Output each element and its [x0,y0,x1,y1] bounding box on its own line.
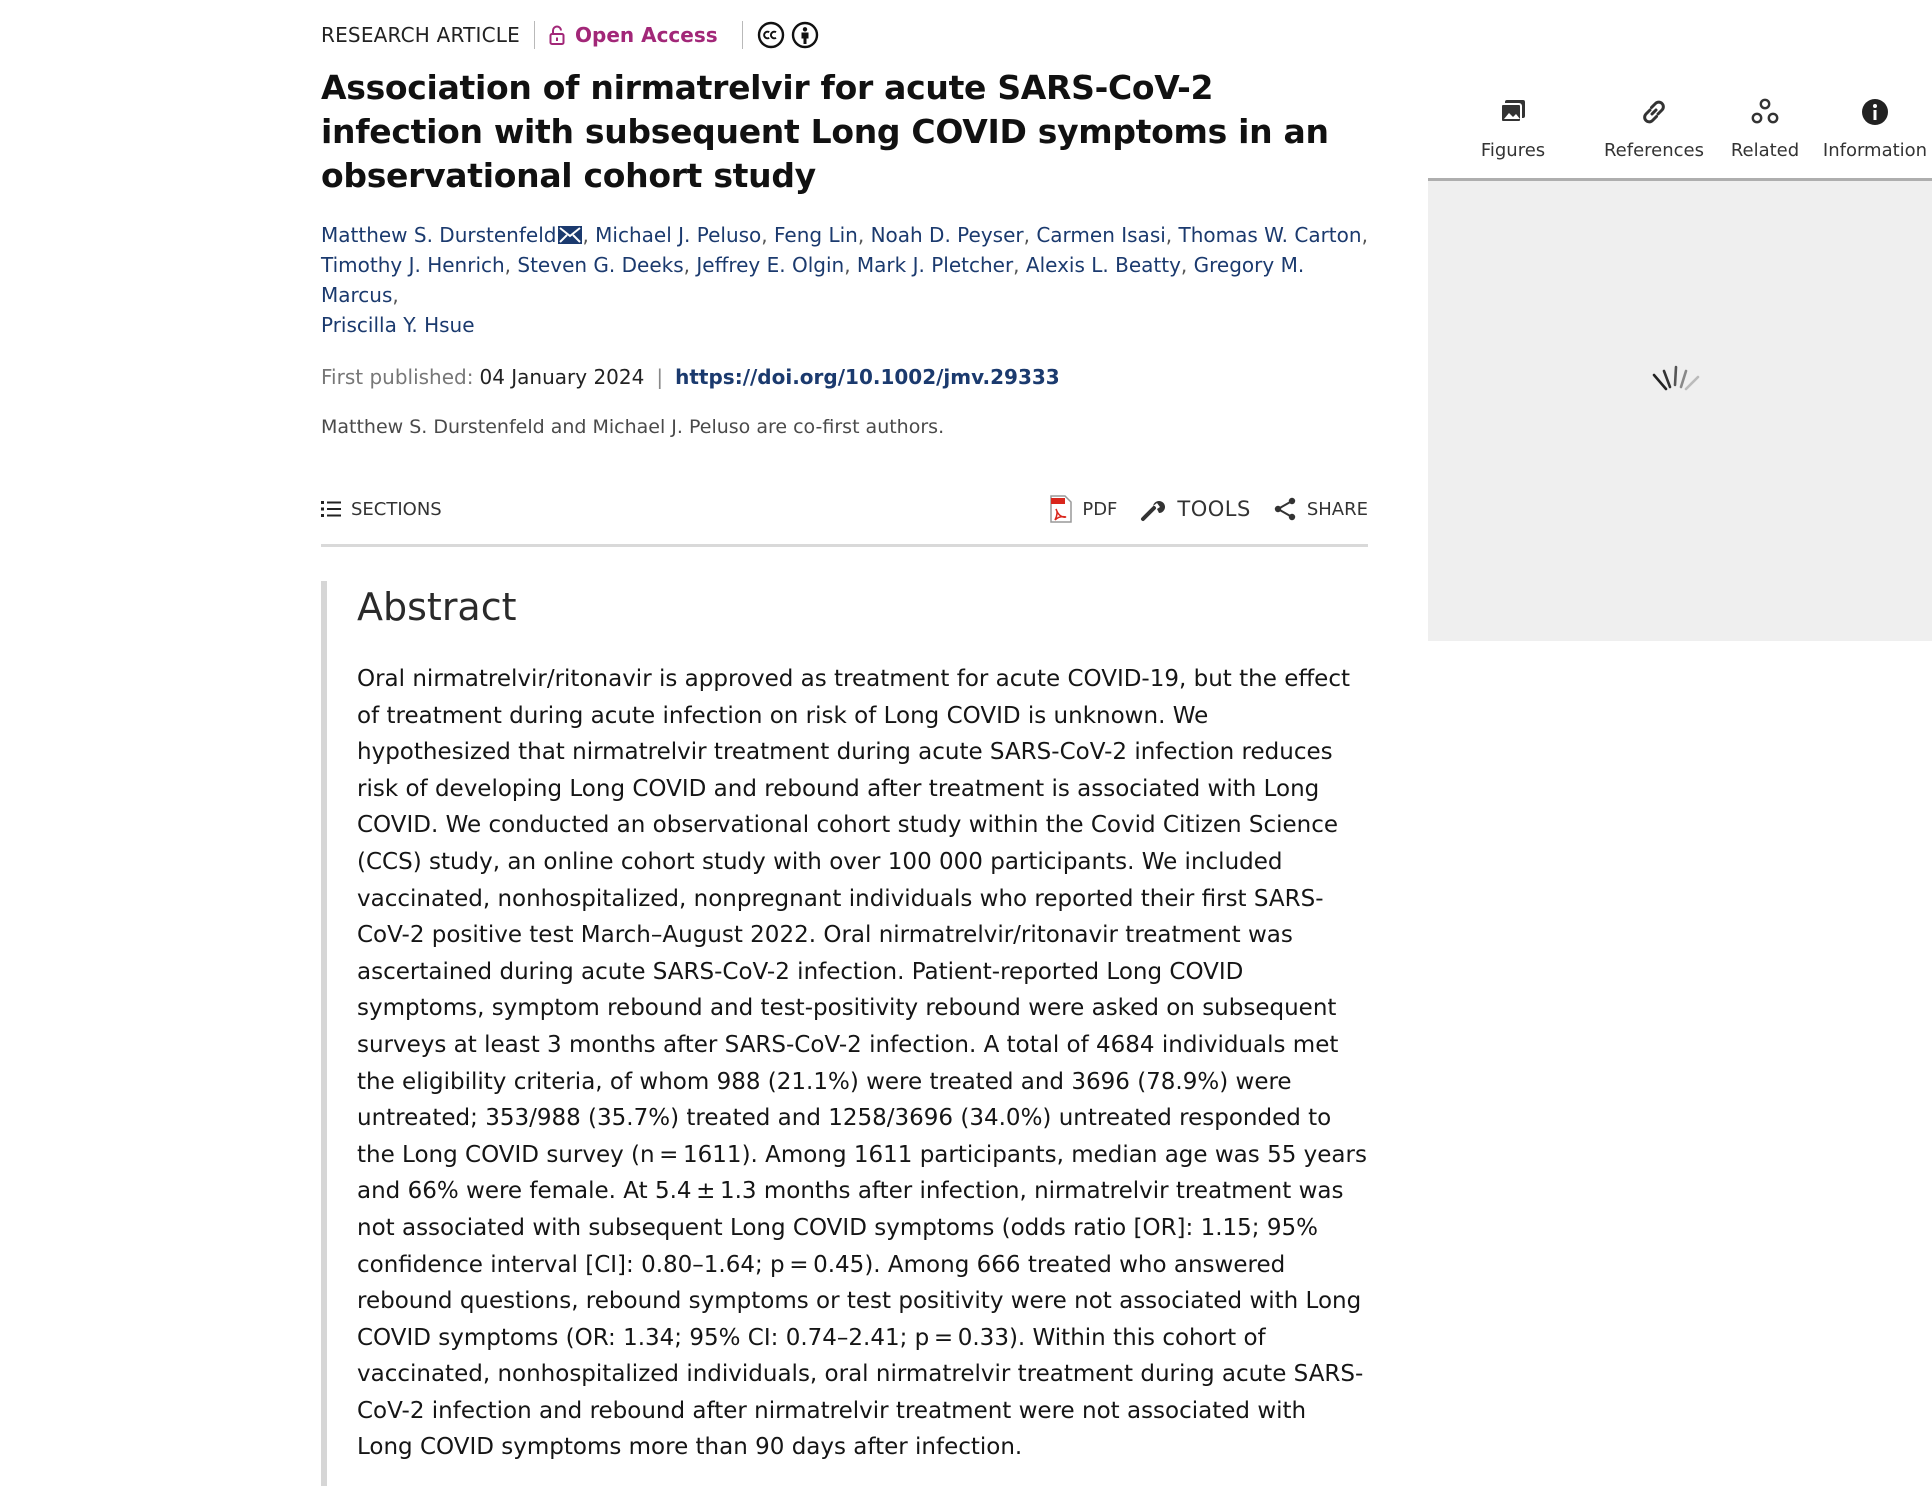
author-link[interactable]: Matthew S. Durstenfeld [321,223,557,247]
tab-references[interactable] [1598,90,1710,178]
separator: , [1023,223,1037,247]
article-title: Association of nirmatrelvir for acute SARS-CoV-2 infection with subsequent Long COVID symptoms in an observational cohort study [321,68,1329,195]
list-icon [321,500,341,518]
pdf-label: PDF [1082,498,1118,520]
tools-label: TOOLS [1177,497,1251,521]
separator: , [844,253,857,277]
author-link[interactable]: Noah D. Peyser [870,223,1024,247]
author-list [321,220,1368,340]
pdf-button[interactable] [1050,495,1117,523]
author-link[interactable]: Jeffrey E. Olgin [696,253,845,277]
link-icon [1638,96,1670,128]
email-icon[interactable] [558,226,582,244]
author-link[interactable]: Carmen Isasi [1036,223,1166,247]
author-link[interactable]: Steven G. Deeks [517,253,684,277]
abstract-text: Oral nirmatrelvir/ritonavir is approved as treatment for acute COVID-19, but the effect of treatment during acute infection on risk of Long COVID is unknown. We hypothesized that nirmatrelvir treatment during acute SARS-CoV-2 infection reduces risk of developing Long COVID and rebound after treatment is associated with Long COVID. We conducted an observational cohort study within the Covid Citizen Science (CCS) study, an online cohort study with over 100 000 participants. We included vaccinated, nonhospitalized, nonpregnant individuals who reported their first SARS-CoV-2 positive test March–August 2022. Oral nirmatrelvir/ritonavir treatment was ascertained during acute SARS-CoV-2 infection. Patient-reported Long COVID symptoms, symptom rebound and test-positivity rebound were asked on subsequent surveys at least 3 months after SARS-CoV-2 infection. A total of 4684 individuals met the eligibility criteria, of whom 988 (21.1%) were treated and 3696 (78.9%) were untreated; 353/988 (35.7%) treated and 1258/3696 (34.0%) untreated responded to the Long COVID survey (n = 1611). Among 1611 participants, median age was 55 years and 66% were female. At 5.4 ± 1.3 months after infection, nirmatrelvir treatment was not associated with subsequent Long COVID symptoms (odds ratio [OR]: 1.15; 95% confidence interval [CI]: 0.80–1.64; p = 0.45). Among 666 treated who answered rebound questions, rebound symptoms or test positivity were not associated with Long COVID symptoms (OR: 1.34; 95% CI: 0.74–2.41; p = 0.33). Within this cohort of vaccinated, nonhospitalized individuals, oral nirmatrelvir treatment during acute SARS-CoV-2 infection and rebound after nirmatrelvir treatment were not associated with Long COVID symptoms more than 90 days after infection. [357,666,1367,1461]
first-published-label: First published: [321,365,474,389]
figures-icon [1497,96,1529,128]
separator: | [656,365,664,389]
side-panel [1428,90,1932,641]
author-link[interactable]: Mark J. Pletcher [856,253,1014,277]
separator: , [761,223,775,247]
abstract-section [321,581,1368,1486]
sections-label: SECTIONS [351,498,442,520]
license-icons[interactable] [757,21,819,49]
share-button[interactable] [1273,497,1368,521]
divider [534,21,535,49]
tab-label: Figures [1480,140,1546,161]
tab-label: References [1603,140,1705,161]
share-icon [1273,497,1297,521]
tab-label: Related [1730,140,1800,161]
sections-button[interactable] [321,499,442,520]
separator: , [857,223,871,247]
info-icon [1859,96,1891,128]
author-link[interactable]: Feng Lin [774,223,858,247]
tab-label: Information [1822,140,1928,161]
article-type-label: RESEARCH ARTICLE [321,23,520,47]
divider [742,21,743,49]
author-link[interactable]: Michael J. Peluso [595,223,762,247]
author-link[interactable]: Gregory M. Marcus [321,253,1305,307]
separator: , [683,253,697,277]
article-meta-bar [321,14,1368,56]
separator: , [504,253,518,277]
creative-commons-icon[interactable] [757,21,785,49]
co-first-authors-note: Matthew S. Durstenfeld and Michael J. Peluso are co-first authors. [321,416,945,438]
separator: , [582,223,596,247]
attribution-icon[interactable] [791,21,819,49]
tab-figures[interactable] [1428,90,1598,178]
side-panel-tabs [1428,90,1932,181]
open-access-label[interactable]: Open Access [575,23,718,47]
side-panel-content [1428,181,1932,641]
author-link[interactable]: Priscilla Y. Hsue [321,313,475,337]
separator: , [1013,253,1026,277]
author-link[interactable]: Alexis L. Beatty [1025,253,1181,277]
open-lock-icon [549,25,565,45]
article-main [321,14,1368,1486]
author-link[interactable]: Timothy J. Henrich [321,253,505,277]
author-link[interactable]: Thomas W. Carton [1178,223,1362,247]
abstract-heading: Abstract [357,585,517,629]
separator: , [1165,223,1179,247]
related-icon [1749,96,1781,128]
separator: , [392,283,399,307]
wrench-icon [1139,495,1167,523]
first-published-date: 04 January 2024 [479,365,645,389]
tab-information[interactable] [1820,90,1930,178]
toolbar-actions [1050,495,1368,523]
pdf-icon [1050,495,1072,523]
loading-spinner-icon [1648,363,1704,393]
doi-link[interactable]: https://doi.org/10.1002/jmv.29333 [675,365,1060,389]
publication-info [321,362,1368,392]
tools-button[interactable] [1139,495,1250,523]
article-toolbar [321,486,1368,547]
tab-related[interactable] [1710,90,1820,178]
separator: , [1180,253,1194,277]
share-label: SHARE [1306,498,1368,520]
separator: , [1361,223,1368,247]
